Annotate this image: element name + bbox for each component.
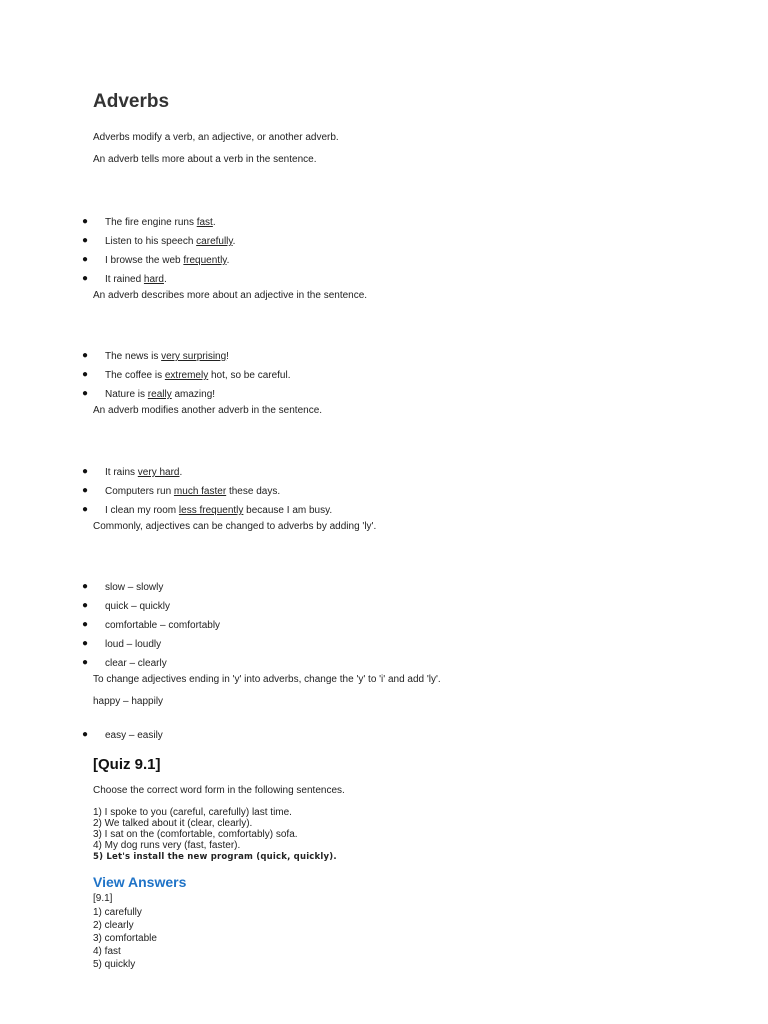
item-text: The news is xyxy=(105,351,162,362)
item-text: Computers run xyxy=(105,486,174,497)
bullet-icon: ● xyxy=(82,273,89,284)
adverb-underlined: really xyxy=(147,389,172,400)
answer-item: 4) fast xyxy=(93,946,121,957)
item-text: easy – easily xyxy=(105,730,163,741)
item-text-end: amazing! xyxy=(171,389,216,400)
quiz-question: 1) I spoke to you (careful, carefully) last time. xyxy=(93,807,292,818)
intro-line-1: Adverbs modify a verb, an adjective, or another adverb. xyxy=(93,132,339,143)
item-text-end: . xyxy=(179,467,183,478)
item-text-end: hot, so be careful. xyxy=(208,370,291,381)
item-text: comfortable – comfortably xyxy=(105,620,221,631)
adverb-underlined: carefully xyxy=(196,236,233,247)
item-text-end: these days. xyxy=(226,486,281,497)
bullet-icon: ● xyxy=(82,254,89,265)
answer-item: 1) carefully xyxy=(93,907,142,918)
bullet-icon: ● xyxy=(82,619,89,630)
bullet-icon: ● xyxy=(82,350,89,361)
item-text: slow – slowly xyxy=(105,582,164,593)
item-text: quick – quickly xyxy=(105,601,171,612)
bullet-icon: ● xyxy=(82,581,89,592)
intro-line-2: An adverb tells more about a verb in the sentence. xyxy=(93,154,317,165)
quiz-title: [Quiz 9.1] xyxy=(93,756,161,773)
quiz-question: 2) We talked about it (clear, clearly). xyxy=(93,818,253,829)
item-text: Listen to his speech xyxy=(105,236,197,247)
item-text: The fire engine runs xyxy=(105,217,197,228)
bullet-icon: ● xyxy=(82,504,89,515)
adverb-underlined: fast xyxy=(196,217,213,228)
adverb-underlined: very surprising xyxy=(161,351,227,362)
bullet-icon: ● xyxy=(82,485,89,496)
item-text: Nature is xyxy=(105,389,148,400)
item-text: I browse the web xyxy=(105,255,184,266)
item-text: loud – loudly xyxy=(105,639,162,650)
bullet-icon: ● xyxy=(82,657,89,668)
answer-item: 2) clearly xyxy=(93,920,134,931)
item-text-end: . xyxy=(226,255,230,266)
paragraph-y-rule: To change adjectives ending in 'y' into adverbs, change the 'y' to 'i' and add 'ly'. xyxy=(93,674,441,685)
quiz-question: 3) I sat on the (comfortable, comfortably) sofa. xyxy=(93,829,298,840)
answer-item: 5) quickly xyxy=(93,959,136,970)
item-text: clear – clearly xyxy=(105,658,167,669)
bullet-icon: ● xyxy=(82,235,89,246)
item-text-end: because I am busy. xyxy=(243,505,333,516)
item-text-end: ! xyxy=(226,351,229,362)
paragraph-ly-rule: Commonly, adjectives can be changed to adverbs by adding 'ly'. xyxy=(93,521,377,532)
bullet-icon: ● xyxy=(82,600,89,611)
paragraph-adjective: An adverb describes more about an adjective in the sentence. xyxy=(93,290,368,301)
item-text: I clean my room xyxy=(105,505,179,516)
quiz-question: 5) Let's install the new program (quick, quickly). xyxy=(93,852,337,862)
answers-header: [9.1] xyxy=(93,893,113,904)
adverb-underlined: less frequently xyxy=(178,505,244,516)
item-text-end: . xyxy=(163,274,167,285)
bullet-icon: ● xyxy=(82,466,89,477)
quiz-question: 4) My dog runs very (fast, faster). xyxy=(93,840,241,851)
item-text: It rains xyxy=(105,467,138,478)
bullet-icon: ● xyxy=(82,388,89,399)
example-happy: happy – happily xyxy=(93,696,164,707)
adverb-underlined: much faster xyxy=(173,486,227,497)
adverb-underlined: hard xyxy=(143,274,164,285)
quiz-instruction: Choose the correct word form in the following sentences. xyxy=(93,785,345,796)
item-text-end: . xyxy=(232,236,236,247)
item-text-end: . xyxy=(212,217,216,228)
item-text: The coffee is xyxy=(105,370,165,381)
bullet-icon: ● xyxy=(82,638,89,649)
item-text: It rained xyxy=(105,274,144,285)
page-title: Adverbs xyxy=(93,91,170,112)
bullet-icon: ● xyxy=(82,369,89,380)
adverb-underlined: extremely xyxy=(164,370,209,381)
adverb-underlined: very hard xyxy=(137,467,180,478)
answer-item: 3) comfortable xyxy=(93,933,157,944)
bullet-icon: ● xyxy=(82,729,89,740)
bullet-icon: ● xyxy=(82,216,89,227)
paragraph-adverb: An adverb modifies another adverb in the sentence. xyxy=(93,405,323,416)
adverb-underlined: frequently xyxy=(183,255,227,266)
view-answers-link[interactable]: View Answers xyxy=(93,874,187,890)
